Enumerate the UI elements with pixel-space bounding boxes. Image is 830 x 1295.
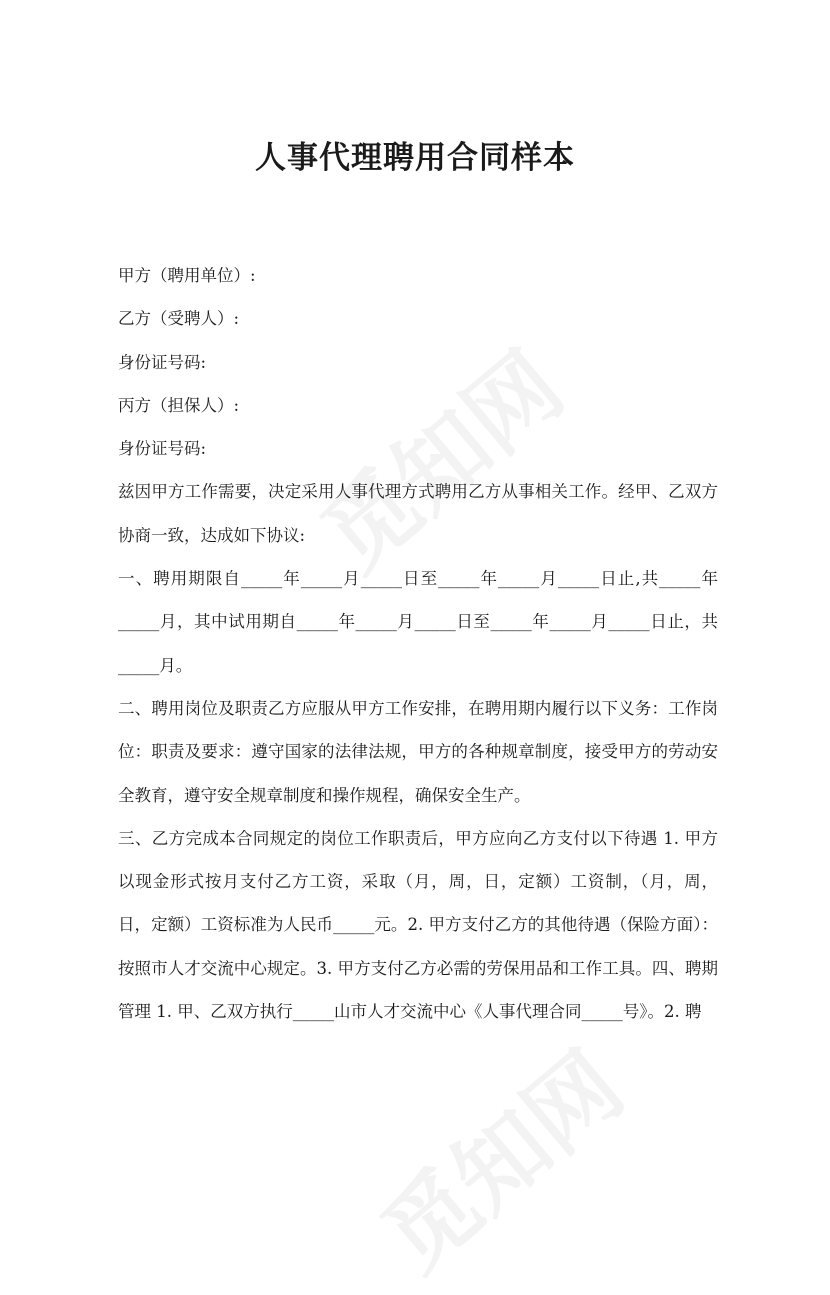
clause-compensation: 三、乙方完成本合同规定的岗位工作职责后，甲方应向乙方支付以下待遇 1. 甲方以现金形式按月支付乙方工资，采取（月，周，日，定额）工资制，（月，周，日，定额）工资标准为人民币_____元。2. 甲方支付乙方的其他待遇（保险方面）：按照市人才交流中心规定。3. 甲方支付乙方必需的劳保用品和工作工具。四、聘期管理 1. 甲、乙双方执行_____山市人才交流中心《人事代理合同_____号》。2. 聘 bbox=[118, 828, 718, 1022]
watermark bbox=[350, 1017, 646, 1295]
field-party-a: 甲方（聘用单位）: bbox=[118, 266, 256, 285]
field-party-b: 乙方（受聘人）: bbox=[118, 309, 240, 329]
field-party-c: 丙方（担保人）: bbox=[118, 395, 240, 415]
clause-term: 一、聘用期限自_____年_____月_____日至_____年_____月_____日止,共_____年_____月，其中试用期自_____年_____月_____日至_____年_____月_____日止，共_____月。 bbox=[118, 569, 718, 675]
contract-body bbox=[118, 254, 718, 1033]
field-id-number: 身份证号码: bbox=[118, 352, 207, 372]
field-id-number-guarantor: 身份证号码: bbox=[118, 439, 207, 459]
clause-position: 二、聘用岗位及职责乙方应服从甲方工作安排，在聘用期内履行以下义务：工作岗位：职责及要求：遵守国家的法律法规，甲方的各种规章制度，接受甲方的劳动安全教育，遵守安全规章制度和操作规程，确保安全生产。 bbox=[118, 698, 718, 805]
intro-paragraph: 兹因甲方工作需要，决定采用人事代理方式聘用乙方从事相关工作。经甲、乙双方协商一致，达成如下协议: bbox=[118, 482, 718, 545]
document-title: 人事代理聘用合同样本 bbox=[255, 140, 575, 176]
